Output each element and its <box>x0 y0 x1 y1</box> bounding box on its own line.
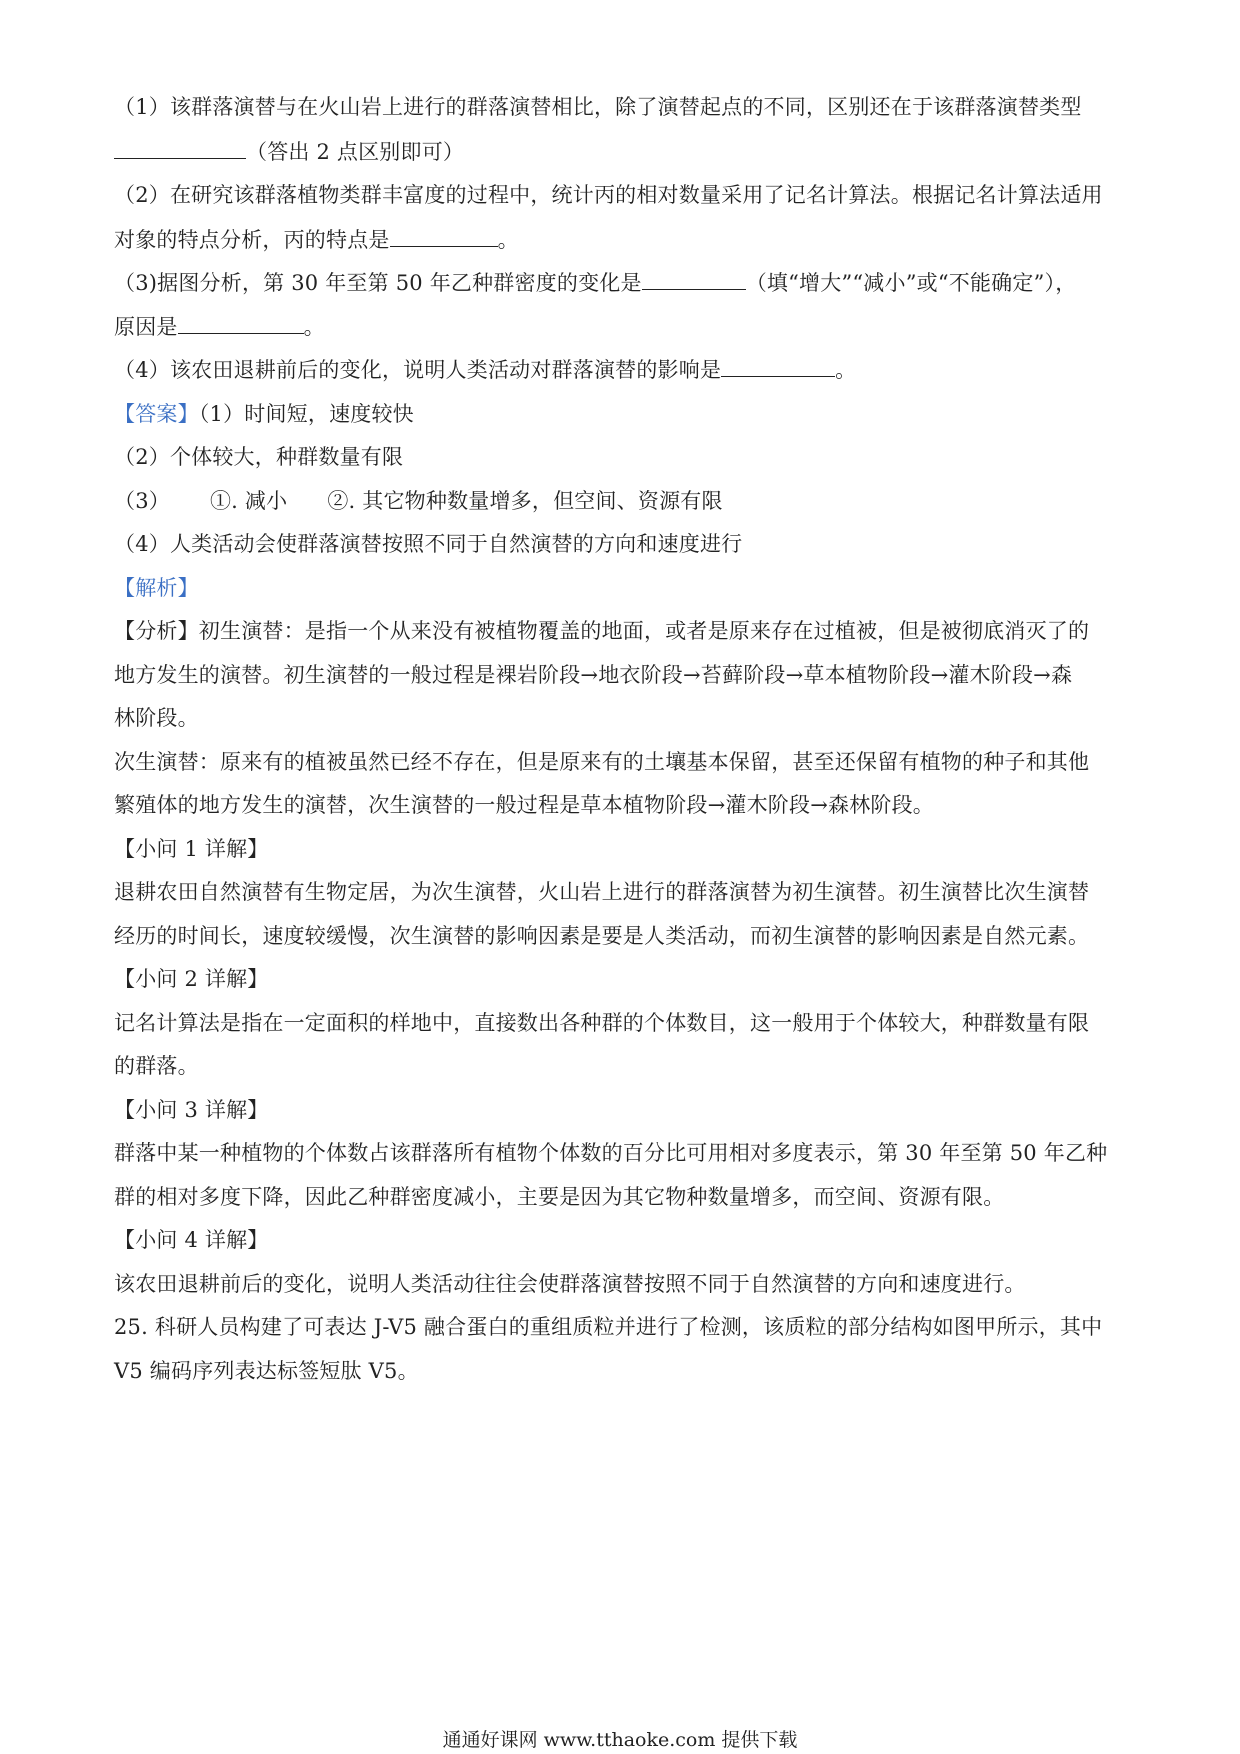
answer-blank <box>390 226 498 247</box>
answer-4: （4）人类活动会使群落演替按照不同于自然演替的方向和速度进行 <box>114 532 743 556</box>
detail-2-line-2: 的群落。 <box>114 1054 199 1078</box>
answer-1: （1）时间短，速度较快 <box>198 402 414 426</box>
q2-text: 对象的特点分析，丙的特点是 <box>114 228 390 252</box>
analysis-tag: 【解析】 <box>114 576 199 600</box>
answer-blank <box>642 269 746 290</box>
analysis-p2-line-2: 繁殖体的地方发生的演替，次生演替的一般过程是草本植物阶段→灌木阶段→森林阶段。 <box>114 793 934 817</box>
detail-4-title: 【小问 4 详解】 <box>114 1228 269 1252</box>
detail-4-line-1: 该农田退耕前后的变化，说明人类活动往往会使群落演替按照不同于自然演替的方向和速度进行。 <box>114 1272 1026 1296</box>
q4-period: 。 <box>835 358 857 382</box>
answer-3-label: （3） <box>114 489 170 513</box>
detail-2-line-1: 记名计算法是指在一定面积的样地中，直接数出各种群的个体数目，这一般用于个体较大，种群数量有限 <box>114 1011 1090 1035</box>
detail-1-title: 【小问 1 详解】 <box>114 837 269 861</box>
analysis-p1-line-3: 林阶段。 <box>114 706 199 730</box>
q2-line-2 <box>114 225 1134 255</box>
q3-line-2 <box>114 312 1134 342</box>
q3-reason-label: 原因是 <box>114 315 178 339</box>
q2-period: 。 <box>497 228 519 252</box>
detail-1-line-2: 经历的时间长，速度较缓慢，次生演替的影响因素是要是人类活动，而初生演替的影响因素是自然元素。 <box>114 924 1090 948</box>
detail-3-title: 【小问 3 详解】 <box>114 1098 269 1122</box>
answer-blank <box>721 356 835 377</box>
detail-3-line-1: 群落中某一种植物的个体数占该群落所有植物个体数的百分比可用相对多度表示，第 30 年至第 50 年乙种 <box>114 1141 1108 1165</box>
detail-1-line-1: 退耕农田自然演替有生物定居，为次生演替，火山岩上进行的群落演替为初生演替。初生演替比次生演替 <box>114 880 1090 904</box>
q1-line-2 <box>114 137 1134 167</box>
analysis-p1-line-2: 地方发生的演替。初生演替的一般过程是裸岩阶段→地衣阶段→苔藓阶段→草本植物阶段→灌木阶段→森 <box>114 663 1073 687</box>
answer-tag: 【答案】 <box>114 402 199 426</box>
answer-blank <box>178 313 304 334</box>
answer-3-part-1: ①. 减小 <box>209 489 288 513</box>
q3-period: 。 <box>303 315 325 339</box>
q1-hint: （答出 2 点区别即可） <box>246 140 465 164</box>
q3-text: （3)据图分析，第 30 年至第 50 年乙种群密度的变化是 <box>114 271 642 295</box>
q3-line-1 <box>114 268 1134 298</box>
answer-blank <box>114 138 246 159</box>
analysis-p1-line-1: 【分析】初生演替：是指一个从来没有被植物覆盖的地面，或者是原来存在过植被，但是被彻底消灭了的 <box>114 619 1090 643</box>
answer-3-part-2: ②. 其它物种数量增多，但空间、资源有限 <box>327 489 723 513</box>
q1-line-1: （1）该群落演替与在火山岩上进行的群落演替相比，除了演替起点的不同，区别还在于该群落演替类型 <box>114 95 1082 119</box>
detail-3-line-2: 群的相对多度下降，因此乙种群密度减小，主要是因为其它物种数量增多，而空间、资源有限。 <box>114 1185 1005 1209</box>
page-footer: 通通好课网 www.tthaoke.com 提供下载 <box>442 1729 798 1751</box>
q4-line-1 <box>114 355 1134 385</box>
answer-line-1 <box>114 399 1134 429</box>
answer-3 <box>114 486 1134 516</box>
q25-line-2: V5 编码序列表达标签短肽 V5。 <box>114 1359 419 1383</box>
detail-2-title: 【小问 2 详解】 <box>114 967 269 991</box>
q25-line-1: 25. 科研人员构建了可表达 J-V5 融合蛋白的重组质粒并进行了检测，该质粒的部分结构如图甲所示，其中 <box>114 1315 1103 1339</box>
q4-text: （4）该农田退耕前后的变化，说明人类活动对群落演替的影响是 <box>114 358 722 382</box>
q2-line-1: （2）在研究该群落植物类群丰富度的过程中，统计丙的相对数量采用了记名计算法。根据记名计算法适用 <box>114 183 1103 207</box>
answer-2: （2）个体较大，种群数量有限 <box>114 445 404 469</box>
analysis-p2-line-1: 次生演替：原来有的植被虽然已经不存在，但是原来有的土壤基本保留，甚至还保留有植物的种子和其他 <box>114 750 1090 774</box>
q3-hint: （填“增大”“减小”或“不能确定”）， <box>745 271 1077 295</box>
